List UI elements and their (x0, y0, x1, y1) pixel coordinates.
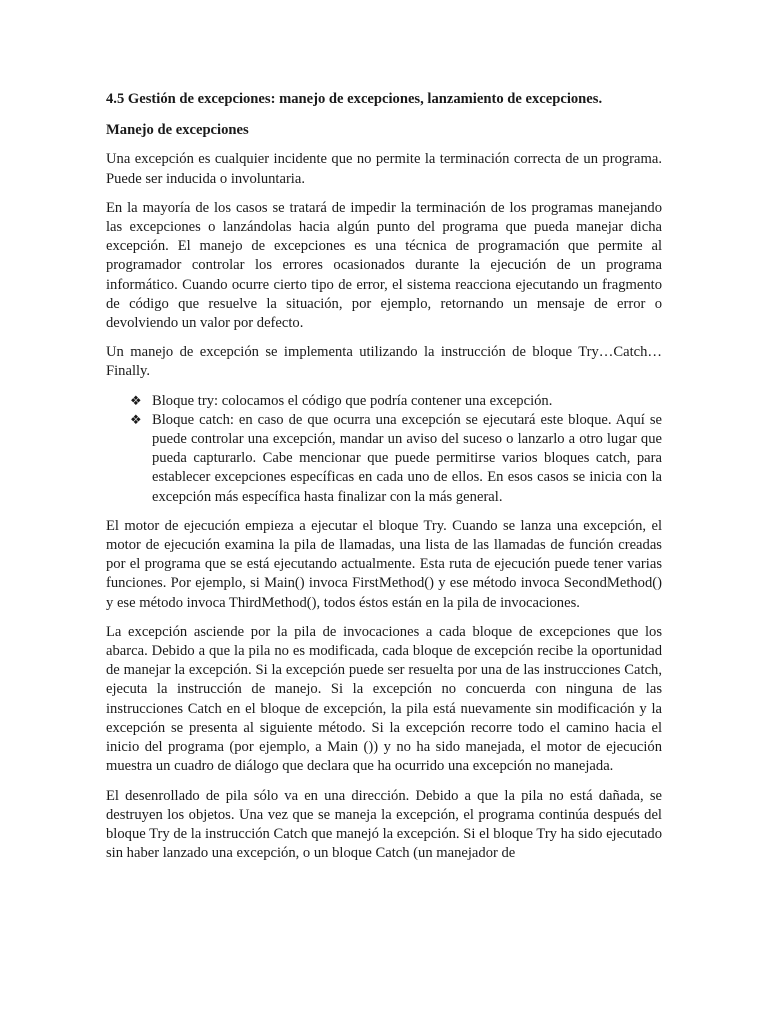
subsection-heading: Manejo de excepciones (106, 122, 249, 139)
paragraph-stack-unwinding: El desenrollado de pila sólo va en una dirección. Debido a que la pila no está dañada, se destruyen los objetos. Una vez que se maneja la excepción, el programa continúa después del bloque Try de la instrucción Catch que manejó la excepción. Si el bloque Try ha sido ejecutado sin haber lanzado una excepción, o un bloque Catch (un manejador de (106, 787, 662, 862)
list-item (130, 392, 662, 411)
paragraph-execution-engine: El motor de ejecución empieza a ejecutar el bloque Try. Cuando se lanza una excepción, el motor de ejecución examina la pila de llamadas, una lista de las llamadas de función creadas por el programa que se está ejecutando actualmente. Esta ruta de ejecución puede tener varias funciones. Por ejemplo, si Main() invoca FirstMethod() y ese método invoca SecondMethod() y ese método invoca ThirdMethod(), todos éstos están en la pila de invocaciones. (106, 517, 662, 611)
paragraph-stack-ascent: La excepción asciende por la pila de invocaciones a cada bloque de excepciones que los abarca. Debido a que la pila no es modificada, cada bloque de excepción recibe la oportunidad de manejar la excepción. Si la excepción puede ser resuelta por una de las instrucciones Catch, ejecuta la instrucción de manejo. Si la excepción no concuerda con ninguna de las instrucciones Catch en el bloque de excepción, la pila está nuevamente sin modificación y la excepción se presenta al siguiente método. Si la excepción recorre todo el camino hacia el inicio del programa (por ejemplo, a Main ()) y no ha sido manejada, el motor de ejecución muestra un cuadro de diálogo que declara que ha ocurrido una excepción no manejada. (106, 623, 662, 775)
paragraph-definition: Una excepción es cualquier incidente que no permite la terminación correcta de un programa. Puede ser inducida o involuntaria. (106, 151, 662, 187)
paragraph-purpose: En la mayoría de los casos se tratará de impedir la terminación de los programas manejando las excepciones o lanzándolas hacia algún punto del programa que pueda manejar dicha excepción. El manejo de excepciones es una técnica de programación que permite al programador controlar los errores ocasionados durante la ejecución de un programa informático. Cuando ocurre cierto tipo de error, el sistema reacciona ejecutando un fragmento de código que resuelve la situación, por ejemplo, retornando un mensaje de error o devolviendo un valor por defecto. (106, 199, 662, 332)
diamond-bullet-icon: ❖ (130, 412, 142, 428)
section-heading: 4.5 Gestión de excepciones: manejo de excepciones, lanzamiento de excepciones. (106, 91, 603, 107)
paragraph-implementation: Un manejo de excepción se implementa utilizando la instrucción de bloque Try…Catch…Finally. (106, 344, 662, 380)
list-item-text: Bloque catch: en caso de que ocurra una excepción se ejecutará este bloque. Aquí se puede controlar una excepción, mandar un aviso del suceso o lanzarlo a otro lugar que pueda capturarlo. Cabe mencionar que puede permitirse varios bloques catch, para establecer excepciones específicas en cada uno de ellos. En esos casos se inicia con la excepción más específica hasta finalizar con la más general. (152, 411, 662, 505)
bullet-list (106, 392, 662, 507)
list-item-text: Bloque try: colocamos el código que podría contener una excepción. (152, 392, 553, 409)
list-item (130, 411, 662, 507)
diamond-bullet-icon: ❖ (130, 393, 142, 409)
